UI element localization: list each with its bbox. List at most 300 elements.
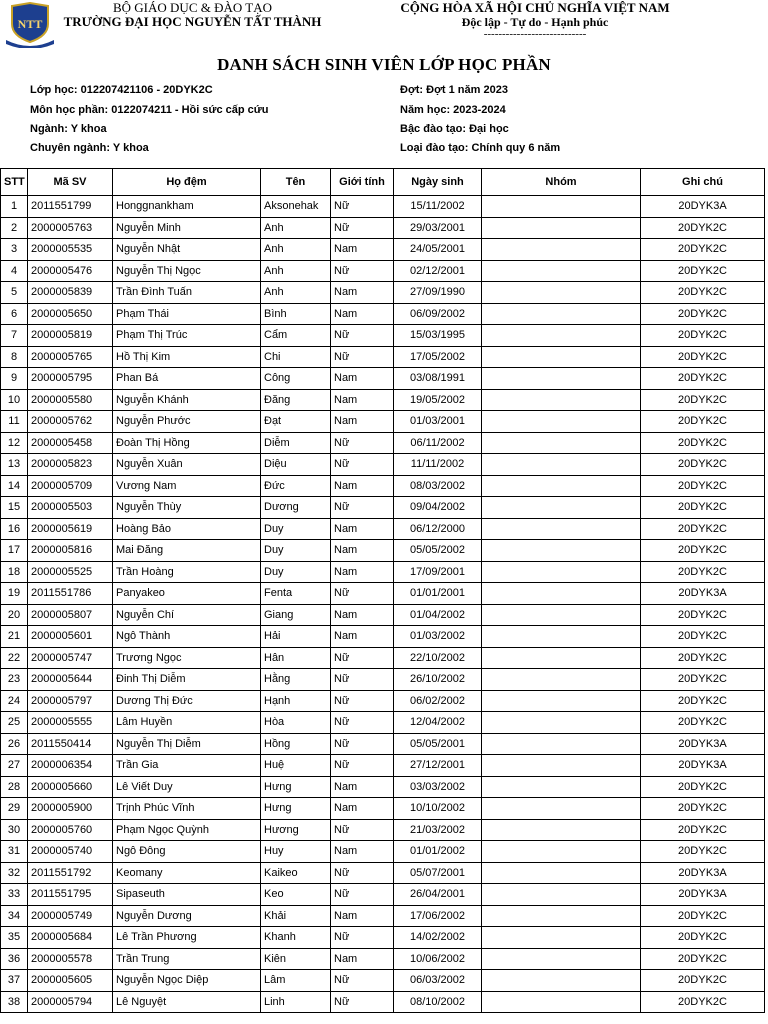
birth-date-cell: 09/04/2002: [394, 497, 482, 519]
middle-name-cell: Lâm Huyền: [113, 712, 261, 734]
first-name-cell: Fenta: [261, 583, 331, 605]
group-cell: [482, 884, 641, 906]
first-name-cell: Linh: [261, 991, 331, 1013]
birth-date-cell: 29/03/2001: [394, 217, 482, 239]
gender-cell: Nữ: [331, 712, 394, 734]
national-motto: Độc lập - Tự do - Hạnh phúc: [461, 15, 609, 29]
table-row: [1, 626, 765, 648]
gender-cell: Nam: [331, 561, 394, 583]
first-name-cell: Công: [261, 368, 331, 390]
middle-name-cell: Lê Viết Duy: [113, 776, 261, 798]
note-cell: 20DYK3A: [641, 884, 765, 906]
middle-name-cell: Nguyễn Thùy: [113, 497, 261, 519]
col-stt: STT: [1, 169, 28, 196]
middle-name-cell: Trịnh Phúc Vĩnh: [113, 798, 261, 820]
group-cell: [482, 669, 641, 691]
student-id-cell: 2000005660: [28, 776, 113, 798]
row-stt-cell: 19: [1, 583, 28, 605]
student-id-cell: 2000005797: [28, 690, 113, 712]
birth-date-cell: 27/09/1990: [394, 282, 482, 304]
note-cell: 20DYK2C: [641, 712, 765, 734]
note-cell: 20DYK2C: [641, 604, 765, 626]
birth-date-cell: 17/05/2002: [394, 346, 482, 368]
middle-name-cell: Hoàng Bảo: [113, 518, 261, 540]
note-cell: 20DYK2C: [641, 368, 765, 390]
gender-cell: Nam: [331, 282, 394, 304]
middle-name-cell: Nguyễn Thị Ngọc: [113, 260, 261, 282]
note-cell: 20DYK2C: [641, 346, 765, 368]
note-cell: 20DYK3A: [641, 755, 765, 777]
middle-name-cell: Trương Ngọc: [113, 647, 261, 669]
first-name-cell: Aksonehak: [261, 196, 331, 218]
first-name-cell: Hằng: [261, 669, 331, 691]
col-birth-date: Ngày sinh: [394, 169, 482, 196]
student-id-cell: 2000005619: [28, 518, 113, 540]
middle-name-cell: Phạm Thái: [113, 303, 261, 325]
table-row: [1, 776, 765, 798]
student-id-cell: 2000005535: [28, 239, 113, 261]
gender-cell: Nam: [331, 905, 394, 927]
birth-date-cell: 05/05/2001: [394, 733, 482, 755]
table-row: [1, 647, 765, 669]
table-row: [1, 368, 765, 390]
table-row: [1, 733, 765, 755]
birth-date-cell: 27/12/2001: [394, 755, 482, 777]
row-stt-cell: 27: [1, 755, 28, 777]
table-row: [1, 303, 765, 325]
group-cell: [482, 561, 641, 583]
note-cell: 20DYK2C: [641, 970, 765, 992]
birth-date-cell: 14/02/2002: [394, 927, 482, 949]
middle-name-cell: Lê Nguyệt: [113, 991, 261, 1013]
note-cell: 20DYK2C: [641, 454, 765, 476]
table-row: [1, 841, 765, 863]
middle-name-cell: Nguyễn Thị Diễm: [113, 733, 261, 755]
table-row: [1, 905, 765, 927]
birth-date-cell: 01/01/2002: [394, 841, 482, 863]
birth-date-cell: 17/09/2001: [394, 561, 482, 583]
gender-cell: Nữ: [331, 884, 394, 906]
student-id-cell: 2000005823: [28, 454, 113, 476]
birth-date-cell: 26/04/2001: [394, 884, 482, 906]
table-row: [1, 927, 765, 949]
group-cell: [482, 497, 641, 519]
table-row: [1, 217, 765, 239]
student-id-cell: 2000005740: [28, 841, 113, 863]
student-id-cell: 2011551799: [28, 196, 113, 218]
table-row: [1, 518, 765, 540]
group-cell: [482, 690, 641, 712]
student-id-cell: 2000005644: [28, 669, 113, 691]
table-row: [1, 755, 765, 777]
note-cell: 20DYK2C: [641, 518, 765, 540]
row-stt-cell: 23: [1, 669, 28, 691]
gender-cell: Nam: [331, 368, 394, 390]
student-id-cell: 2011550414: [28, 733, 113, 755]
row-stt-cell: 1: [1, 196, 28, 218]
group-cell: [482, 239, 641, 261]
row-stt-cell: 14: [1, 475, 28, 497]
middle-name-cell: Trần Đình Tuấn: [113, 282, 261, 304]
group-cell: [482, 755, 641, 777]
first-name-cell: Kaikeo: [261, 862, 331, 884]
note-cell: 20DYK2C: [641, 776, 765, 798]
university-logo: [4, 2, 56, 48]
table-row: [1, 862, 765, 884]
group-cell: [482, 303, 641, 325]
birth-date-cell: 06/09/2002: [394, 303, 482, 325]
row-stt-cell: 37: [1, 970, 28, 992]
row-stt-cell: 15: [1, 497, 28, 519]
student-id-cell: 2000005525: [28, 561, 113, 583]
first-name-cell: Hưng: [261, 776, 331, 798]
student-id-cell: 2000005839: [28, 282, 113, 304]
note-cell: 20DYK2C: [641, 991, 765, 1013]
gender-cell: Nam: [331, 841, 394, 863]
gender-cell: Nữ: [331, 497, 394, 519]
first-name-cell: Hưng: [261, 798, 331, 820]
middle-name-cell: Trần Trung: [113, 948, 261, 970]
row-stt-cell: 12: [1, 432, 28, 454]
issuer-block: [60, 1, 325, 29]
student-id-cell: 2000005763: [28, 217, 113, 239]
gender-cell: Nữ: [331, 196, 394, 218]
row-stt-cell: 38: [1, 991, 28, 1013]
note-cell: 20DYK2C: [641, 561, 765, 583]
first-name-cell: Hương: [261, 819, 331, 841]
middle-name-cell: Honggnankham: [113, 196, 261, 218]
table-row: [1, 819, 765, 841]
first-name-cell: Lâm: [261, 970, 331, 992]
republic-name: CỘNG HÒA XÃ HỘI CHỦ NGHĨA VIỆT NAM: [400, 0, 670, 15]
group-cell: [482, 432, 641, 454]
note-cell: 20DYK2C: [641, 948, 765, 970]
middle-name-cell: Ngô Thành: [113, 626, 261, 648]
course-name: Môn học phần: 0122074211 - Hồi sức cấp cứu: [30, 104, 269, 116]
first-name-cell: Bình: [261, 303, 331, 325]
group-cell: [482, 927, 641, 949]
table-row: [1, 948, 765, 970]
group-cell: [482, 604, 641, 626]
first-name-cell: Cẩm: [261, 325, 331, 347]
ministry-name: BỘ GIÁO DỤC & ĐÀO TẠO: [112, 0, 272, 15]
student-id-cell: 2000005605: [28, 970, 113, 992]
table-row: [1, 239, 765, 261]
academic-year: Năm học: 2023-2024: [400, 104, 506, 116]
table-header-row: [1, 169, 765, 196]
first-name-cell: Đăng: [261, 389, 331, 411]
birth-date-cell: 03/08/1991: [394, 368, 482, 390]
gender-cell: Nam: [331, 239, 394, 261]
note-cell: 20DYK2C: [641, 819, 765, 841]
student-id-cell: 2000005765: [28, 346, 113, 368]
student-id-cell: 2000005684: [28, 927, 113, 949]
birth-date-cell: 08/10/2002: [394, 991, 482, 1013]
note-cell: 20DYK2C: [641, 260, 765, 282]
row-stt-cell: 30: [1, 819, 28, 841]
birth-date-cell: 10/06/2002: [394, 948, 482, 970]
row-stt-cell: 36: [1, 948, 28, 970]
birth-date-cell: 08/03/2002: [394, 475, 482, 497]
group-cell: [482, 475, 641, 497]
gender-cell: Nam: [331, 948, 394, 970]
gender-cell: Nữ: [331, 927, 394, 949]
row-stt-cell: 34: [1, 905, 28, 927]
birth-date-cell: 03/03/2002: [394, 776, 482, 798]
birth-date-cell: 06/02/2002: [394, 690, 482, 712]
first-name-cell: Hân: [261, 647, 331, 669]
student-id-cell: 2011551795: [28, 884, 113, 906]
col-note: Ghi chú: [641, 169, 765, 196]
group-cell: [482, 411, 641, 433]
gender-cell: Nữ: [331, 669, 394, 691]
group-cell: [482, 368, 641, 390]
student-id-cell: 2000005900: [28, 798, 113, 820]
row-stt-cell: 6: [1, 303, 28, 325]
row-stt-cell: 5: [1, 282, 28, 304]
note-cell: 20DYK2C: [641, 841, 765, 863]
row-stt-cell: 3: [1, 239, 28, 261]
row-stt-cell: 32: [1, 862, 28, 884]
note-cell: 20DYK2C: [641, 303, 765, 325]
col-middle-name: Họ đệm: [113, 169, 261, 196]
middle-name-cell: Hồ Thị Kim: [113, 346, 261, 368]
col-student-id: Mã SV: [28, 169, 113, 196]
student-id-cell: 2000005807: [28, 604, 113, 626]
student-id-cell: 2000005795: [28, 368, 113, 390]
middle-name-cell: Trần Gia: [113, 755, 261, 777]
group-cell: [482, 325, 641, 347]
birth-date-cell: 15/03/1995: [394, 325, 482, 347]
group-cell: [482, 626, 641, 648]
note-cell: 20DYK2C: [641, 411, 765, 433]
middle-name-cell: Nguyễn Minh: [113, 217, 261, 239]
birth-date-cell: 01/03/2001: [394, 411, 482, 433]
birth-date-cell: 22/10/2002: [394, 647, 482, 669]
note-cell: 20DYK3A: [641, 196, 765, 218]
row-stt-cell: 2: [1, 217, 28, 239]
middle-name-cell: Trần Hoàng: [113, 561, 261, 583]
table-row: [1, 432, 765, 454]
roster-body: [1, 196, 765, 1013]
row-stt-cell: 21: [1, 626, 28, 648]
first-name-cell: Khải: [261, 905, 331, 927]
first-name-cell: Chi: [261, 346, 331, 368]
middle-name-cell: Ngô Đông: [113, 841, 261, 863]
table-row: [1, 260, 765, 282]
student-id-cell: 2000005762: [28, 411, 113, 433]
note-cell: 20DYK2C: [641, 217, 765, 239]
student-id-cell: 2000005580: [28, 389, 113, 411]
row-stt-cell: 16: [1, 518, 28, 540]
student-id-cell: 2000005476: [28, 260, 113, 282]
note-cell: 20DYK2C: [641, 626, 765, 648]
middle-name-cell: Dương Thị Đức: [113, 690, 261, 712]
note-cell: 20DYK2C: [641, 540, 765, 562]
row-stt-cell: 4: [1, 260, 28, 282]
birth-date-cell: 15/11/2002: [394, 196, 482, 218]
gender-cell: Nam: [331, 411, 394, 433]
row-stt-cell: 11: [1, 411, 28, 433]
gender-cell: Nữ: [331, 690, 394, 712]
gender-cell: Nữ: [331, 454, 394, 476]
note-cell: 20DYK2C: [641, 798, 765, 820]
first-name-cell: Hạnh: [261, 690, 331, 712]
table-row: [1, 690, 765, 712]
group-cell: [482, 991, 641, 1013]
note-cell: 20DYK2C: [641, 905, 765, 927]
major: Ngành: Y khoa: [30, 123, 107, 135]
class-code: Lớp học: 012207421106 - 20DYK2C: [30, 84, 213, 96]
birth-date-cell: 26/10/2002: [394, 669, 482, 691]
table-row: [1, 475, 765, 497]
birth-date-cell: 05/05/2002: [394, 540, 482, 562]
note-cell: 20DYK2C: [641, 389, 765, 411]
row-stt-cell: 25: [1, 712, 28, 734]
gender-cell: Nam: [331, 475, 394, 497]
note-cell: 20DYK2C: [641, 690, 765, 712]
row-stt-cell: 31: [1, 841, 28, 863]
group-cell: [482, 647, 641, 669]
gender-cell: Nam: [331, 518, 394, 540]
note-cell: 20DYK2C: [641, 497, 765, 519]
first-name-cell: Anh: [261, 217, 331, 239]
table-row: [1, 282, 765, 304]
first-name-cell: Anh: [261, 260, 331, 282]
col-gender: Giới tính: [331, 169, 394, 196]
table-row: [1, 497, 765, 519]
gender-cell: Nữ: [331, 755, 394, 777]
note-cell: 20DYK2C: [641, 239, 765, 261]
student-roster-table: [0, 168, 765, 1013]
group-cell: [482, 948, 641, 970]
middle-name-cell: Đoàn Thị Hồng: [113, 432, 261, 454]
student-id-cell: 2000005650: [28, 303, 113, 325]
table-row: [1, 991, 765, 1013]
row-stt-cell: 28: [1, 776, 28, 798]
middle-name-cell: Sipaseuth: [113, 884, 261, 906]
middle-name-cell: Phạm Ngọc Quỳnh: [113, 819, 261, 841]
group-cell: [482, 454, 641, 476]
birth-date-cell: 01/04/2002: [394, 604, 482, 626]
birth-date-cell: 17/06/2002: [394, 905, 482, 927]
student-id-cell: 2000005794: [28, 991, 113, 1013]
table-row: [1, 798, 765, 820]
specialization: Chuyên ngành: Y khoa: [30, 142, 149, 154]
motto-rule: ----------------------------: [483, 28, 587, 40]
degree-level: Bậc đào tạo: Đại học: [400, 123, 509, 135]
gender-cell: Nữ: [331, 217, 394, 239]
row-stt-cell: 8: [1, 346, 28, 368]
group-cell: [482, 540, 641, 562]
student-id-cell: 2000005749: [28, 905, 113, 927]
first-name-cell: Giang: [261, 604, 331, 626]
first-name-cell: Duy: [261, 561, 331, 583]
table-row: [1, 604, 765, 626]
middle-name-cell: Nguyễn Chí: [113, 604, 261, 626]
note-cell: 20DYK2C: [641, 927, 765, 949]
first-name-cell: Diệu: [261, 454, 331, 476]
student-id-cell: 2000005819: [28, 325, 113, 347]
document-title: DANH SÁCH SINH VIÊN LỚP HỌC PHẦN: [217, 55, 551, 74]
group-cell: [482, 798, 641, 820]
note-cell: 20DYK2C: [641, 432, 765, 454]
birth-date-cell: 11/11/2002: [394, 454, 482, 476]
table-row: [1, 389, 765, 411]
row-stt-cell: 18: [1, 561, 28, 583]
gender-cell: Nam: [331, 776, 394, 798]
table-row: [1, 583, 765, 605]
gender-cell: Nam: [331, 540, 394, 562]
gender-cell: Nam: [331, 389, 394, 411]
table-row: [1, 970, 765, 992]
student-id-cell: 2000005458: [28, 432, 113, 454]
first-name-cell: Hải: [261, 626, 331, 648]
first-name-cell: Hòa: [261, 712, 331, 734]
first-name-cell: Diễm: [261, 432, 331, 454]
student-id-cell: 2011551792: [28, 862, 113, 884]
national-header: [395, 1, 675, 39]
group-cell: [482, 862, 641, 884]
row-stt-cell: 33: [1, 884, 28, 906]
middle-name-cell: Phạm Thị Trúc: [113, 325, 261, 347]
gender-cell: Nữ: [331, 432, 394, 454]
group-cell: [482, 841, 641, 863]
gender-cell: Nữ: [331, 733, 394, 755]
middle-name-cell: Lê Trần Phương: [113, 927, 261, 949]
gender-cell: Nữ: [331, 862, 394, 884]
table-row: [1, 712, 765, 734]
first-name-cell: Anh: [261, 239, 331, 261]
note-cell: 20DYK3A: [641, 583, 765, 605]
birth-date-cell: 12/04/2002: [394, 712, 482, 734]
group-cell: [482, 282, 641, 304]
row-stt-cell: 10: [1, 389, 28, 411]
gender-cell: Nam: [331, 626, 394, 648]
middle-name-cell: Mai Đăng: [113, 540, 261, 562]
table-row: [1, 325, 765, 347]
first-name-cell: Hồng: [261, 733, 331, 755]
first-name-cell: Anh: [261, 282, 331, 304]
row-stt-cell: 24: [1, 690, 28, 712]
birth-date-cell: 21/03/2002: [394, 819, 482, 841]
col-first-name: Tên: [261, 169, 331, 196]
table-row: [1, 196, 765, 218]
student-id-cell: 2000005555: [28, 712, 113, 734]
middle-name-cell: Nguyễn Khánh: [113, 389, 261, 411]
row-stt-cell: 29: [1, 798, 28, 820]
first-name-cell: Huy: [261, 841, 331, 863]
table-row: [1, 454, 765, 476]
group-cell: [482, 346, 641, 368]
birth-date-cell: 01/03/2002: [394, 626, 482, 648]
row-stt-cell: 17: [1, 540, 28, 562]
note-cell: 20DYK2C: [641, 669, 765, 691]
group-cell: [482, 583, 641, 605]
student-id-cell: 2000005601: [28, 626, 113, 648]
group-cell: [482, 260, 641, 282]
table-row: [1, 669, 765, 691]
student-id-cell: 2000005578: [28, 948, 113, 970]
student-id-cell: 2011551786: [28, 583, 113, 605]
first-name-cell: Huệ: [261, 755, 331, 777]
note-cell: 20DYK3A: [641, 733, 765, 755]
student-id-cell: 2000005709: [28, 475, 113, 497]
gender-cell: Nam: [331, 604, 394, 626]
middle-name-cell: Vương Nam: [113, 475, 261, 497]
group-cell: [482, 196, 641, 218]
student-id-cell: 2000005760: [28, 819, 113, 841]
